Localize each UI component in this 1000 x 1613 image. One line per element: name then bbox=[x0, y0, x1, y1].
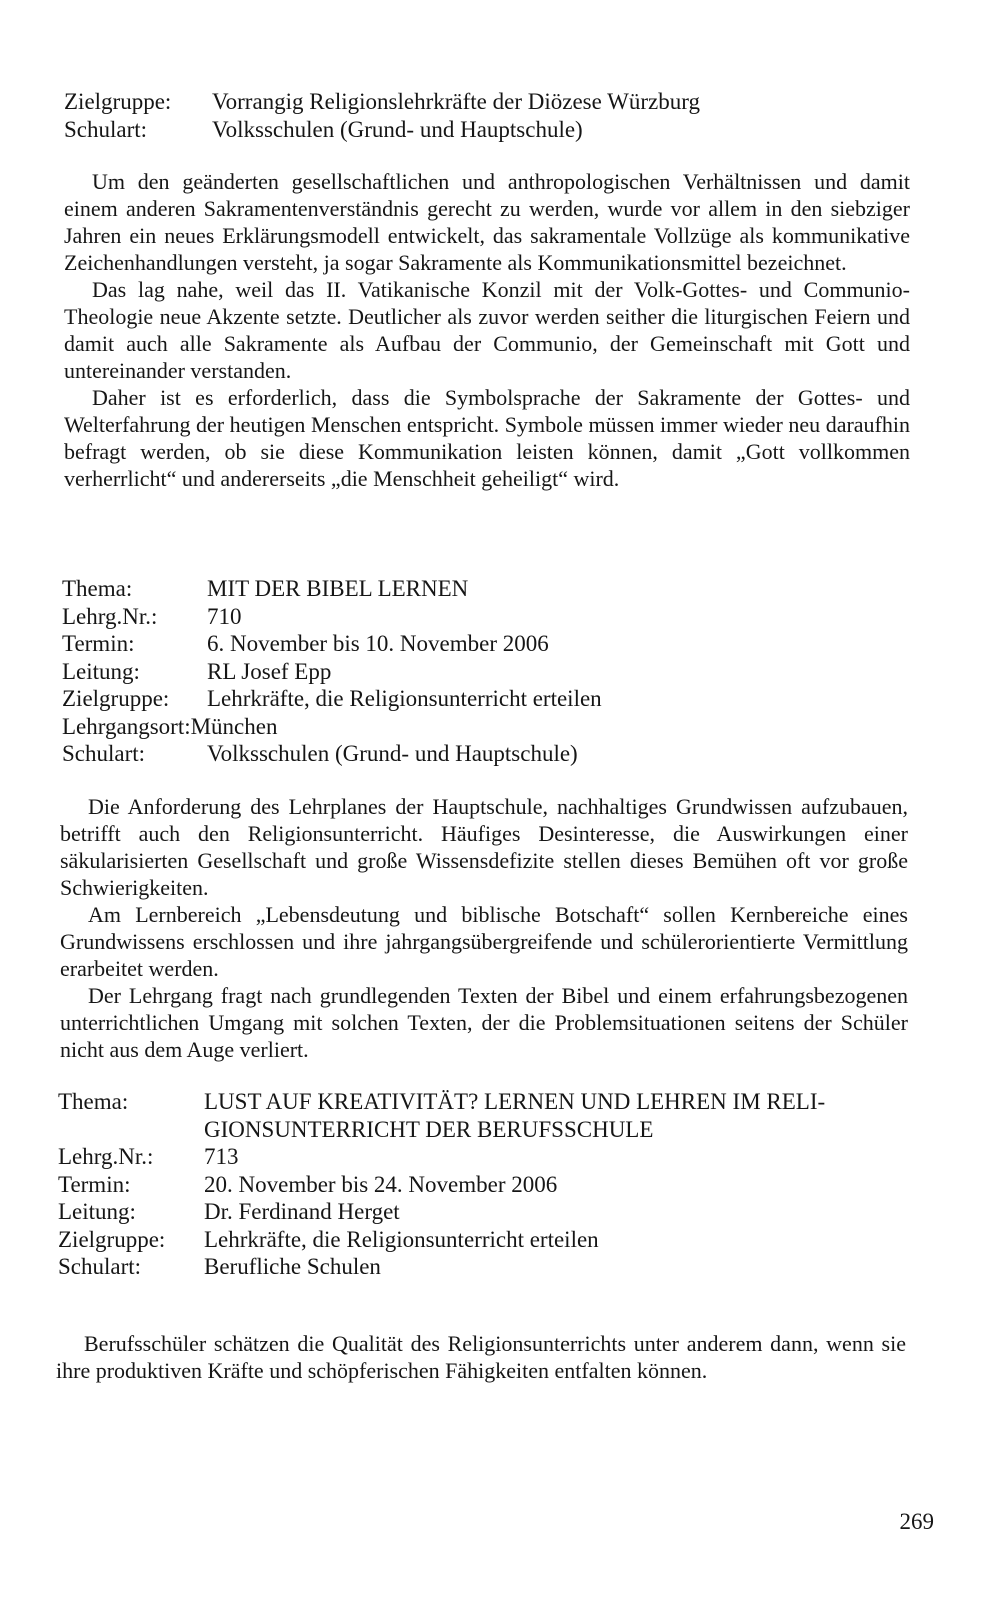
page-number: 269 bbox=[899, 1509, 934, 1534]
meta-value: 710 bbox=[207, 603, 242, 629]
meta-value: 6. November bis 10. November 2006 bbox=[207, 631, 549, 656]
course-meta-0 bbox=[64, 88, 944, 143]
meta-row-schulart bbox=[58, 1253, 906, 1281]
meta-value: Lehrkräfte, die Religionsunterricht erteilen bbox=[207, 686, 602, 711]
meta-value: Lehrkräfte, die Religionsunterricht erteilen bbox=[204, 1226, 599, 1252]
meta-label: Termin: bbox=[62, 631, 135, 656]
course-meta-713 bbox=[58, 1088, 906, 1281]
meta-value: 713 bbox=[204, 1144, 239, 1169]
meta-row-leitung bbox=[62, 658, 942, 686]
meta-row-thema bbox=[62, 575, 942, 603]
course-description-710 bbox=[60, 793, 908, 1063]
meta-value: Volksschulen (Grund- und Hauptschule) bbox=[212, 116, 583, 142]
meta-label: Schulart: bbox=[62, 741, 146, 766]
meta-label: Thema: bbox=[58, 1089, 129, 1114]
meta-label: Zielgruppe: bbox=[64, 89, 172, 114]
meta-value: Berufliche Schulen bbox=[204, 1254, 381, 1279]
meta-row-lehrgangsort bbox=[62, 713, 942, 741]
meta-row-lehrg-nr bbox=[62, 603, 942, 631]
paragraph: Die Anforderung des Lehrplanes der Hauptschule, nachhaltiges Grundwissen aufzubauen, betrifft auch den Religionsunterricht. Häufiges Desinteresse, die Auswirkungen einer säkularisierten Gesellschaft und große Wissensdefizite stellen dieses Bemühen oft vor große Schwierigkeiten. bbox=[60, 794, 908, 900]
paragraph: Daher ist es erforderlich, dass die Symbolsprache der Sakramente der Gottes- und Welterfahrung der heutigen Menschen entspricht. Symbole müssen immer wieder neu daraufhin befragt werden, ob sie diese Kommunikation leisten können, damit „Gott vollkommen verherrlicht“ und andererseits „die Menschheit geheiligt“ wird. bbox=[64, 385, 910, 491]
paragraph: Der Lehrgang fragt nach grundlegenden Texten der Bibel und einem erfahrungsbezogenen unterrichtlichen Umgang mit solchen Texten, der die Problemsituationen seitens der Schüler nicht aus dem Auge verliert. bbox=[60, 983, 908, 1062]
course-title: LUST AUF KREATIVITÄT? LERNEN UND LEHREN IM RELIGIONSUNTERRICHT DER BERUFSSCHULE bbox=[204, 1089, 826, 1142]
meta-label: Lehrgangsort: bbox=[62, 713, 191, 739]
meta-label: Schulart: bbox=[58, 1254, 142, 1279]
meta-label: Termin: bbox=[58, 1171, 131, 1197]
meta-row-zielgruppe bbox=[62, 685, 942, 713]
course-description-0 bbox=[64, 168, 910, 492]
meta-row-schulart bbox=[64, 116, 944, 144]
meta-label: Schulart: bbox=[64, 116, 148, 142]
meta-label: Lehrg.Nr.: bbox=[58, 1144, 154, 1169]
meta-row-zielgruppe bbox=[58, 1226, 906, 1254]
meta-row-lehrg-nr bbox=[58, 1143, 906, 1171]
meta-row-zielgruppe bbox=[64, 88, 944, 116]
paragraph: Am Lernbereich „Lebensdeutung und biblische Botschaft“ sollen Kernbereiche eines Grundwissens erschlossen und ihre jahrgangsübergreifende und schülerorientierte Vermittlung erarbeitet werden. bbox=[60, 902, 908, 981]
meta-row-termin bbox=[58, 1171, 906, 1199]
course-description-713 bbox=[56, 1330, 906, 1384]
meta-label: Zielgruppe: bbox=[62, 686, 170, 711]
meta-label: Leitung: bbox=[62, 658, 140, 684]
meta-value: Volksschulen (Grund- und Hauptschule) bbox=[207, 741, 578, 766]
meta-value: RL Josef Epp bbox=[207, 658, 332, 684]
meta-label: Zielgruppe: bbox=[58, 1226, 166, 1252]
paragraph: Um den geänderten gesellschaftlichen und anthropologischen Verhältnissen und damit einem anderen Sakramentenverständnis gerecht zu werden, wurde vor allem in den siebziger Jahren ein neues Erklärungsmodell entwickelt, das sakramentale Vollzüge als kommunikative Zeichenhandlungen versteht, ja sogar Sakramente als Kommunikationsmittel bezeichnet. bbox=[64, 169, 910, 275]
meta-label: Lehrg.Nr.: bbox=[62, 603, 158, 629]
meta-row-schulart bbox=[62, 740, 942, 768]
meta-row-termin bbox=[62, 630, 942, 658]
meta-value: Dr. Ferdinand Herget bbox=[204, 1199, 400, 1224]
meta-value: 20. November bis 24. November 2006 bbox=[204, 1171, 558, 1197]
course-title: MIT DER BIBEL LERNEN bbox=[207, 576, 469, 601]
paragraph: Berufsschüler schätzen die Qualität des Religionsunterrichts unter anderem dann, wenn sie ihre produktiven Kräfte und schöpferischen Fähigkeiten entfalten können. bbox=[56, 1331, 906, 1383]
meta-row-leitung bbox=[58, 1198, 906, 1226]
meta-value: Vorrangig Religionslehrkräfte der Diözese Würzburg bbox=[212, 89, 700, 114]
meta-row-thema bbox=[58, 1088, 906, 1143]
course-meta-710 bbox=[62, 575, 942, 768]
meta-label: Leitung: bbox=[58, 1199, 136, 1224]
paragraph: Das lag nahe, weil das II. Vatikanische Konzil mit der Volk-Gottes- und Communio-Theologie neue Akzente setzte. Deutlicher als zuvor werden seither die liturgischen Feiern und damit auch alle Sakramente als Aufbau der Communio, der Gemeinschaft mit Gott und untereinander verstanden. bbox=[64, 277, 910, 383]
meta-label: Thema: bbox=[62, 576, 133, 601]
meta-value: München bbox=[190, 713, 278, 739]
